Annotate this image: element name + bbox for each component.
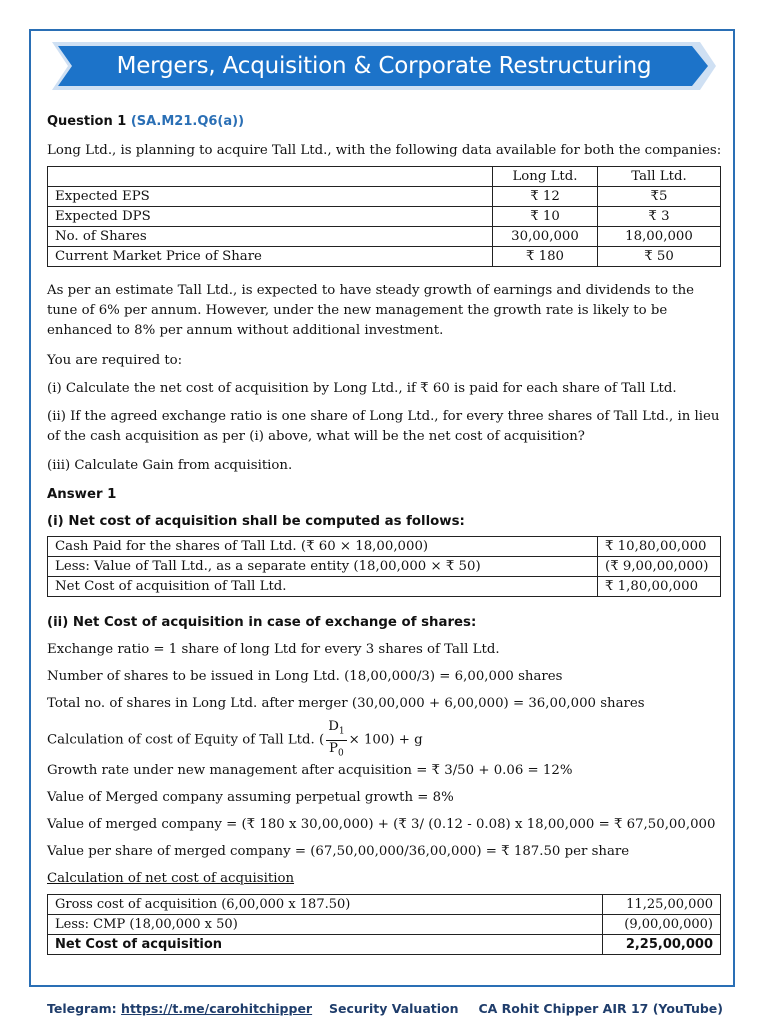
banner-title: Mergers, Acquisition & Corporate Restructuring	[116, 53, 652, 79]
footer-telegram	[47, 1001, 312, 1016]
table-row	[48, 537, 721, 557]
merged-value-line: Value of merged company = (₹ 180 x 30,00,000) + (₹ 3/ (0.12 - 0.08) x 18,00,000 = ₹ 67,50,00,000	[47, 817, 716, 832]
part-i-text: (i) Calculate the net cost of acquisition by Long Ltd., if ₹ 60 is paid for each share of Tall Ltd.	[47, 381, 677, 396]
answer-heading-i: (i) Net cost of acquisition shall be computed as follows:	[47, 514, 465, 529]
table-cell: 11,25,00,000	[603, 895, 721, 915]
company-data-table	[47, 166, 721, 267]
table-cell: Expected EPS	[48, 187, 493, 207]
table-cell: 2,25,00,000	[603, 935, 721, 955]
table-row	[48, 935, 721, 955]
question-intro: Long Ltd., is planning to acquire Tall Ltd., with the following data available for both the companies:	[47, 143, 722, 158]
table-header-row	[48, 167, 721, 187]
telegram-label: Telegram:	[47, 1001, 117, 1016]
table-cell: Cash Paid for the shares of Tall Ltd. (₹ 60 × 18,00,000)	[48, 537, 598, 557]
table-row	[48, 577, 721, 597]
net-cost-calc-heading: Calculation of net cost of acquisition	[47, 871, 295, 886]
table-row	[48, 187, 721, 207]
table-cell: (9,00,00,000)	[603, 915, 721, 935]
question-heading	[47, 112, 723, 131]
shares-issued-line: Number of shares to be issued in Long Ltd. (18,00,000/3) = 6,00,000 shares	[47, 669, 563, 684]
question-label: Question 1	[47, 114, 127, 129]
required-text: You are required to:	[47, 353, 183, 368]
table-header-cell	[48, 167, 493, 187]
table-row	[48, 915, 721, 935]
footer-author: CA Rohit Chipper AIR 17 (YouTube)	[478, 1001, 723, 1016]
table-cell: Net Cost of acquisition	[48, 935, 603, 955]
table-cell: ₹ 10	[493, 207, 598, 227]
answer-label: Answer 1	[47, 487, 117, 502]
table-row	[48, 227, 721, 247]
table-cell: ₹ 10,80,00,000	[598, 537, 721, 557]
table-cell: 18,00,000	[598, 227, 721, 247]
growth-paragraph: As per an estimate Tall Ltd., is expected to have steady growth of earnings and dividends to the tune of 6% per annum. However, under the new management the growth rate is likely to be enhanced to 8% per annum without additional investment.	[47, 283, 695, 338]
table-cell: ₹ 1,80,00,000	[598, 577, 721, 597]
table-header-cell: Tall Ltd.	[598, 167, 721, 187]
formula-denominator-sub: 0	[338, 748, 344, 759]
part-ii-text: (ii) If the agreed exchange ratio is one share of Long Ltd., for every three shares of Tall Ltd., in lieu of the cash acquisition as per (i) above, what will be the net cost of acquisition?	[47, 409, 720, 444]
net-cost-calc-table	[47, 894, 721, 955]
telegram-link[interactable]: https://t.me/carohitchipper	[121, 1001, 313, 1016]
table-cell: (₹ 9,00,00,000)	[598, 557, 721, 577]
question-ref: (SA.M21.Q6(a))	[130, 114, 245, 129]
table-row	[48, 247, 721, 267]
part-iii-text: (iii) Calculate Gain from acquisition.	[47, 458, 293, 473]
net-cost-table	[47, 536, 721, 597]
total-shares-line: Total no. of shares in Long Ltd. after merger (30,00,000 + 6,00,000) = 36,00,000 shares	[47, 696, 645, 711]
formula-suffix: × 100) + g	[348, 732, 423, 748]
table-cell: ₹ 3	[598, 207, 721, 227]
cost-of-equity-formula	[47, 719, 723, 759]
table-cell: Gross cost of acquisition (6,00,000 x 187.50)	[48, 895, 603, 915]
table-row	[48, 207, 721, 227]
table-row	[48, 895, 721, 915]
table-cell: Less: Value of Tall Ltd., as a separate entity (18,00,000 × ₹ 50)	[48, 557, 598, 577]
table-cell: Less: CMP (18,00,000 x 50)	[48, 915, 603, 935]
main-content	[47, 112, 723, 955]
footer-topic: Security Valuation	[329, 1001, 459, 1016]
formula-prefix: Calculation of cost of Equity of Tall Ltd. (	[47, 732, 325, 748]
value-per-share-line: Value per share of merged company = (67,50,00,000/36,00,000) = ₹ 187.50 per share	[47, 844, 630, 859]
growth-rate-line: Growth rate under new management after acquisition = ₹ 3/50 + 0.06 = 12%	[47, 763, 573, 778]
table-cell: Current Market Price of Share	[48, 247, 493, 267]
table-cell: ₹ 12	[493, 187, 598, 207]
table-cell: Expected DPS	[48, 207, 493, 227]
table-row	[48, 557, 721, 577]
table-cell: ₹ 50	[598, 247, 721, 267]
exchange-ratio-line: Exchange ratio = 1 share of long Ltd for every 3 shares of Tall Ltd.	[47, 642, 500, 657]
formula-denominator: P	[329, 740, 338, 756]
formula-numerator: D	[328, 719, 339, 734]
table-header-cell: Long Ltd.	[493, 167, 598, 187]
formula-fraction	[326, 719, 346, 761]
table-cell: ₹5	[598, 187, 721, 207]
table-cell: 30,00,000	[493, 227, 598, 247]
table-cell: ₹ 180	[493, 247, 598, 267]
table-cell: No. of Shares	[48, 227, 493, 247]
perpetual-growth-line: Value of Merged company assuming perpetual growth = 8%	[47, 790, 454, 805]
answer-heading-ii: (ii) Net Cost of acquisition in case of exchange of shares:	[47, 615, 477, 630]
table-cell: Net Cost of acquisition of Tall Ltd.	[48, 577, 598, 597]
title-banner	[52, 42, 716, 90]
formula-numerator-sub: 1	[338, 726, 345, 737]
